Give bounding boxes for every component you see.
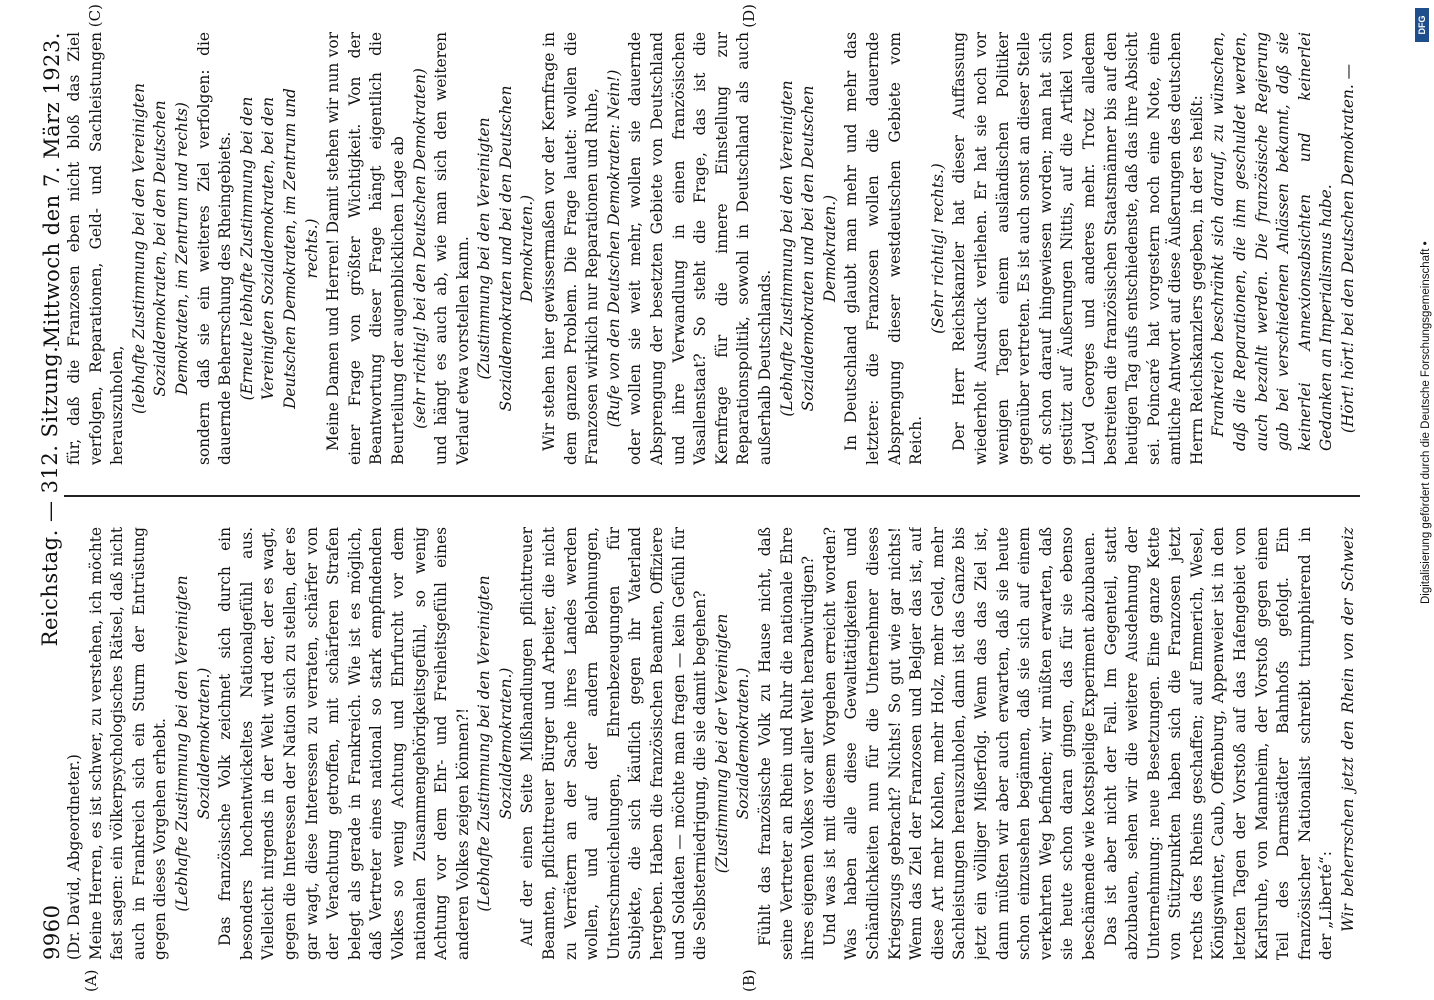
- paragraph: und hängt es auch ab, wie man sich den weiteren Verlauf etwa vorstellen kann.: [432, 32, 472, 466]
- interjection: (Lebhafte Zustimmung bei den Vereinigten Sozialdemokraten und bei den Deutschen Demokraten.): [777, 80, 839, 417]
- margin-marker-d: (D): [740, 4, 758, 28]
- paragraph: Meine Herren, es ist schwer, zu verstehen, ich möchte fast sagen: ein völkerpsychologisches Rätsel, daß nicht auch in Frankreich sich ein Sturm der Entrüstung gegen dieses Vorgehen erhebt.: [86, 526, 170, 960]
- paragraph: Und was ist mit diesem Vorgehen erreicht worden? Was haben alle diese Gewalttätigkeiten und Schändlichkeiten nun für die Unternehmer dieses Kriegszugs gebracht? Nichts! So gut wie gar nichts! Wenn das Ziel der Franzosen und Belgier das ist, auf diese Art mehr Kohlen, mehr Holz, mehr Geld, mehr Sachleistungen herauszuholen, dann ist das Ganze bis jetzt ein völliger Mißerfolg. Wenn das das Ziel ist, dann müßten wir aber auch erwarten, daß sie heute schon einzusehen begännen, daß sie sich auf einem verkehrten Weg befinden; wir müßten erwarten, daß sie heute schon daran gingen, das für sie ebenso beschämende wie kostspielige Experiment abzubauen.: [820, 526, 1098, 960]
- left-column: [64, 527, 1360, 960]
- paragraph: Meine Damen und Herren! Damit stehen wir nun vor einer Frage von größter Wichtigkeit. Von der Beantwortung dieser Frage hängt eigentlich die Beurteilung der augenblicklichen Lage ab: [324, 32, 407, 466]
- page-header: [24, 32, 64, 960]
- interjection: (Lebhafte Zustimmung bei den Vereinigten Sozialdemokraten.): [172, 575, 213, 912]
- paragraph: oder wollen sie weit mehr, wollen sie dauernde Absprengung der besetzten Gebiete von Deutschland und ihre Verwandlung in einen französischen Vasallenstaat? So steht die Frage, das ist die Kernfrage für die innere Einstellung zur Reparationspolitik, sowohl in Deutschland als auch außerhalb Deutschlands.: [626, 32, 774, 466]
- paragraph: Das französische Volk zeichnet sich durch ein besonders hochentwickeltes Nationalgefühl aus. Vielleicht nirgends in der Welt wird der, der es wagt, gegen die Interessen der Nation sich zu stellen, der es gar wagt, diese Interessen zu verraten, schärfer von der Verachtung getroffen, mit schärferen Strafen belegt als gerade in Frankreich. Wie ist es möglich, daß Vertreter eines national so stark empfindenden Volkes so wenig Achtung und Ehrfurcht vor dem nationalen Zusammengehörigkeitsgefühl, so wenig Achtung vor dem Ehr- und Freiheitsgefühl eines anderen Volkes zeigen können?!: [216, 526, 472, 960]
- page-number: 9960: [40, 904, 64, 960]
- paragraph: Das ist aber nicht der Fall. Im Gegenteil, statt abzubauen, sehen wir die weitere Ausdehnung der Unternehmung: neue Besetzungen. Eine ganze Kette von Stützpunkten haben sich die Franzosen jetzt rechts des Rheins geschaffen; auf Emmerich, Wesel, Königswinter, Caub, Offenburg, Appenweier ist in den letzten Tagen der Vorstoß auf das Hafengebiet von Karlsruhe, von Mannheim, der Vorstoß gegen einen Teil des Darmstädter Bahnhofs gefolgt. Ein französischer Nationalist schreibt triumphierend in der „Liberté“:: [1101, 526, 1336, 960]
- paragraph: (Dr. David, Abgeordneter.): [65, 754, 83, 960]
- column-divider: [64, 495, 1360, 497]
- session-date: Mittwoch den 7. März 1923.: [40, 32, 64, 348]
- interjection: (sehr richtig! bei den Deutschen Demokraten): [410, 68, 429, 429]
- quotation: Frankreich beschränkt sich darauf, zu wünschen, daß die Reparationen, die ihm geschuldet werden, auch bezahlt werden. Die französische Regierung gab bei verschiedenen Anlässen bekannt, daß sie keinerlei Annexionsabsichten und keinerlei Gedanken an Imperialismus habe.: [1209, 32, 1336, 452]
- dfg-logo-text: DFG: [1417, 15, 1427, 35]
- interjection: (Sehr richtig! rechts.): [928, 163, 947, 334]
- margin-marker-a: (A): [82, 969, 100, 992]
- interjection: (Lebhafte Zustimmung bei den Vereinigten Sozialdemokraten.): [475, 575, 515, 912]
- digitization-credit: [1412, 0, 1434, 1000]
- quotation: Wir beherrschen jetzt den Rhein von der Schweiz: [1339, 526, 1358, 932]
- paragraph: Wir stehen hier gewissermaßen vor der Kernfrage in dem ganzen Problem. Die Frage lautet: wollen die Franzosen wirklich nur Reparationen und Ruhe,: [540, 32, 602, 466]
- interjection: (Zustimmung bei der Vereinigten Sozialdemokraten.): [712, 613, 753, 874]
- paragraph: sondern daß sie ein weiteres Ziel verfolgen: die dauernde Beherrschung des Rheingebiets.: [194, 32, 235, 466]
- margin-marker-c: (C): [86, 4, 104, 28]
- text-columns: [64, 32, 1360, 960]
- right-column: [64, 32, 1360, 465]
- paragraph: für, daß die Franzosen eben nicht bloß das Ziel verfolgen, Reparationen, Geld- und Sachleistungen herauszuholen,: [65, 32, 127, 466]
- dfg-logo: [1415, 8, 1429, 42]
- interjection: (lebhafte Zustimmung bei den Vereinigten Sozialdemokraten, bei den Deutschen Demokraten, im Zentrum und rechts): [129, 83, 191, 414]
- interjection: (Rufe von den Deutschen Demokraten: Nein!): [604, 69, 623, 428]
- margin-marker-b: (B): [740, 969, 758, 992]
- paragraph: Auf der einen Seite Mißhandlungen pflichttreuer Beamten, pflichttreuer Bürger und Arbeiter, die nicht zu Verrätern an der Sache ihres Landes werden wollen, und auf der andern Belohnungen, Unterschmeichelungen, Ehrenbezeugungen für Subjekte, die sich käuflich gegen ihr Vaterland hergeben. Haben die französischen Beamten, Offiziere und Soldaten — möchte man fragen — kein Gefühl für die Selbsterniedrigung, die sie damit begehen?: [518, 526, 710, 960]
- credit-text: Digitalisierung gefördert durch die Deutsche Forschungsgemeinschaft •: [1420, 241, 1432, 604]
- paragraph: Fühlt das französische Volk zu Hause nicht, daß seine Vertreter an Rhein und Ruhr die nationale Ehre ihres eigenen Volkes vor aller Welt herabwürdigen?: [756, 526, 818, 960]
- interjection: (Hört! hört! bei den Deutschen Demokraten. —: [1339, 63, 1358, 434]
- interjection: (Erneute lebhafte Zustimmung bei den Vereinigten Sozialdemokraten, bei den Deutschen Demokraten, im Zentrum und rechts.): [237, 88, 321, 409]
- session-title: Reichstag. — 312. Sitzung.: [38, 345, 62, 647]
- paragraph: In Deutschland glaubt man mehr und mehr das letztere: die Franzosen wollen die dauernde Absprengung dieser westdeutschen Gebiete vom Reich.: [842, 32, 926, 466]
- interjection: (Zustimmung bei den Vereinigten Sozialdemokraten und bei den Deutschen Demokraten.): [475, 85, 537, 412]
- paragraph: Der Herr Reichskanzler hat dieser Auffassung wiederholt Ausdruck verliehen. Er hat sie noch vor wenigen Tagen einem ausländischen Politiker gegenüber vertreten. Es ist auch sonst an dieser Stelle oft schon darauf hingewiesen worden; man hat sich gestützt auf Äußerungen Nittis, auf die Artikel von Lloyd Georges und anderes mehr. Trotz alledem bestreiten die französischen Staatsmänner bis auf den heutigen Tag aufs entschiedenste, daß das ihre Absicht sei. Poincaré hat vorgestern noch eine Note, eine amtliche Antwort auf diese Äußerungen des deutschen Herrn Reichskanzlers gegeben, in der es heißt:: [950, 32, 1206, 466]
